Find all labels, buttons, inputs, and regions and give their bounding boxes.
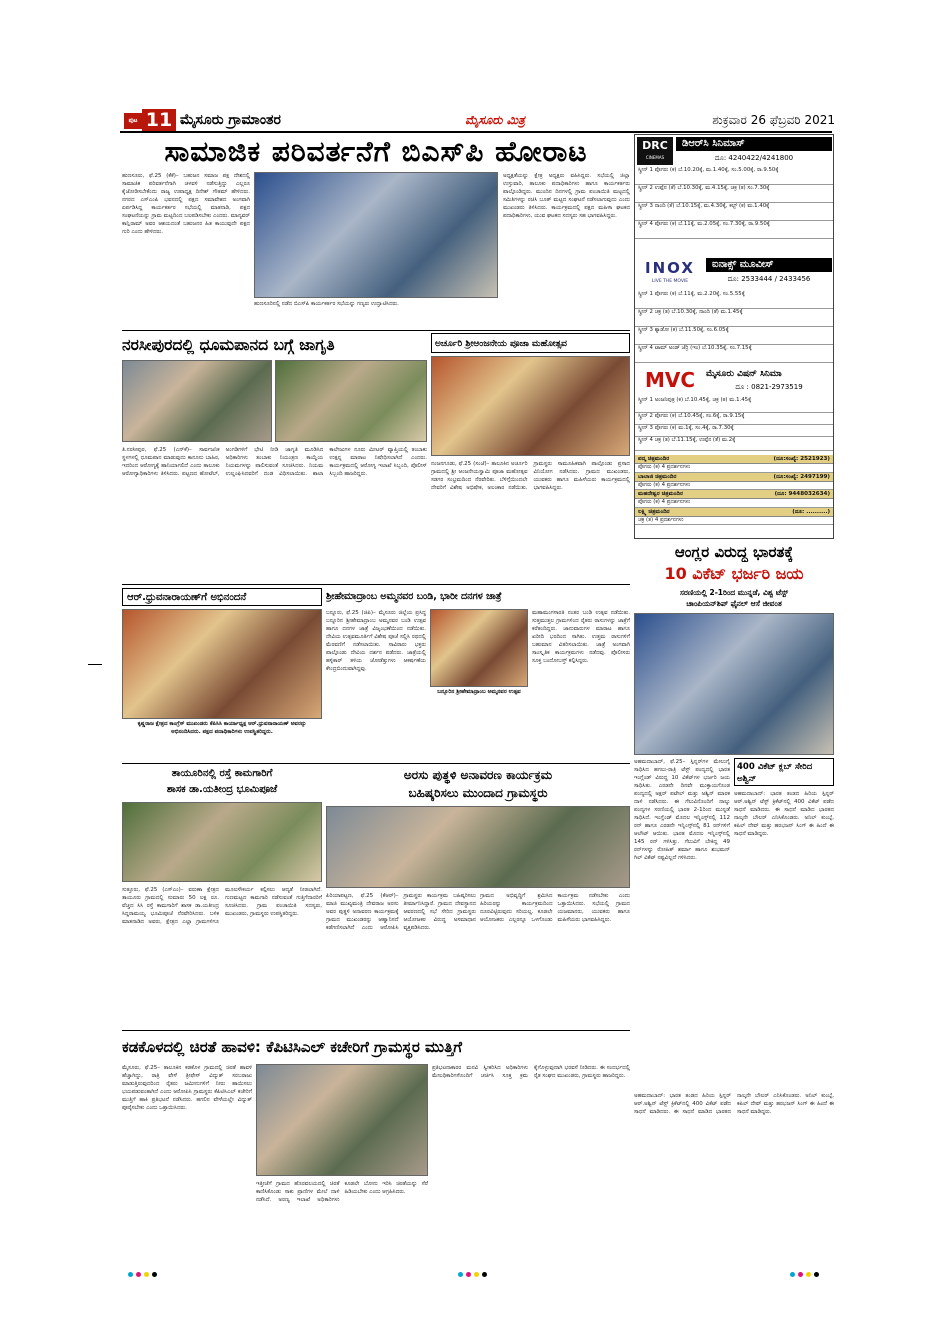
mvc-screen-row: ಸ್ಕ್ರೀನ್ 1 ಅಂಜನಿಪುತ್ರ (ಕ) ಬೆ.10.45ಕ್ಕೆ, ಚಕ್ರ (ತ) ಮ.1.45ಕ್ಕೆ xyxy=(635,397,833,413)
cart-body-left: ಬನ್ನೂರು, ಫೆ.25 (ಜಿಪಿ)– ಮೈಸೂರು ಜಿಲ್ಲೆಯ ಪ್ರಸಿದ್ಧ ಬನ್ನೂರಿನ ಶ್ರೀಹೇಮಾದ್ರಾಂಬ ಅಮ್ಮನವರ ಬಂಡಿ ಉತ್ಸವ ಹಾಗೂ ದನಗಳ ಜಾತ್ರೆ ವಿಜೃಂಭಣೆಯಿಂದ ನಡೆಯಿತು. ದೇವಿಯ ಉತ್ಸವಮೂರ್ತಿಗೆ ವಿಶೇಷ ಪೂಜೆ ಸಲ್ಲಿಸಿ ರಥದಲ್ಲಿ ಮೆರವಣಿಗೆ ನಡೆಸಲಾಯಿತು. ಸಾವಿರಾರು ಭಕ್ತರು ಪಾಲ್ಗೊಂಡು ದೇವಿಯ ದರ್ಶನ ಪಡೆದರು. ಜಾತ್ರೆಯಲ್ಲಿ ಹಳ್ಳಿಕಾರ್ ತಳಿಯ ಜೋಡೆತ್ತುಗಳು ಆಕರ್ಷಣೆಯ ಕೇಂದ್ರಬಿಂದುವಾಗಿದ್ದವು. xyxy=(326,610,426,672)
drc-screen-row: ಸ್ಕ್ರೀನ್ 1 ಪೊಗರು (ಕ) ಬೆ.10.20ಕ್ಕೆ, ಮ.1.40ಕ್ಕೆ, ಸಂ.5.00ಕ್ಕೆ, ರಾ.9.50ಕ್ಕೆ xyxy=(635,167,833,185)
venue-mahadeshwara xyxy=(635,490,833,499)
statue-body-left: ಪಿರಿಯಾಪಟ್ಟಣ, ಫೆ.25 (ಕೆಆರ್)– ಮಾಜಿ ಮುಖ್ಯಮಂತ್ರಿ ದೇವರಾಜ ಅರಸು ಅವರ ಪುತ್ಥಳಿ ಅನಾವರಣ ಕಾರ್ಯಕ್ರಮಕ್ಕೆ ಗ್ರಾಮದ ಮುಖಂಡರನ್ನು ಆಹ್ವಾನಿಸದೆ ಕಡೆಗಣಿಸಲಾಗಿದೆ ಎಂದು ಆರೋಪಿಸಿ ಗ್ರಾಮಸ್ಥರು ಕಾರ್ಯಕ್ರಮ ಬಹಿಷ್ಕರಿಸಲು ತೀರ್ಮಾನಿಸಿದ್ದಾರೆ. ಗ್ರಾಮದ ದೇವಸ್ಥಾನದ ಆವರಣದಲ್ಲಿ ಸಭೆ ಸೇರಿದ ಗ್ರಾಮಸ್ಥರು ಆಯೋಜಕರ ವಿರುದ್ಧ ಅಸಮಾಧಾನ ವ್ಯಕ್ತಪಡಿಸಿದರು. xyxy=(326,893,476,931)
cricket-sub-body: ಅಹಮದಾಬಾದ್: ಭಾರತ ತಂಡದ ಹಿರಿಯ ಸ್ಪಿನ್ನರ್ ಆರ್.ಅಶ್ವಿನ್ ಟೆಸ್ಟ್ ಕ್ರಿಕೆಟ್‌ನಲ್ಲಿ 400 ವಿಕೆಟ್ ಪಡೆದ ಸಾಧನೆ ಮಾಡಿದರು. ಈ ಸಾಧನೆ ಮಾಡಿದ ಭಾರತದ ನಾಲ್ಕನೇ ಬೌಲರ್ ಎನಿಸಿಕೊಂಡರು. ಅನಿಲ್ ಕುಂಬ್ಳೆ, ಕಪಿಲ್ ದೇವ್ ಮತ್ತು ಹರಭಜನ್ ಸಿಂಗ್ ಈ ಹಿಂದೆ ಈ ಸಾಧನೆ ಮಾಡಿದ್ದರು. xyxy=(734,791,834,837)
mvc-logo: MVC xyxy=(644,368,696,392)
cricket-headline-2: 10 ವಿಕೆಟ್ ಭರ್ಜರಿ ಜಯ xyxy=(664,564,804,583)
inox-showtimes xyxy=(635,291,833,363)
drc-name: ಡಿಆರ್‌ಸಿ ಸಿನಿಮಾಸ್ xyxy=(676,137,832,151)
fold-mark xyxy=(88,664,102,665)
issue-date: ಶುಕ್ರವಾರ 26 ಫೆಬ್ರವರಿ 2021 xyxy=(712,113,835,127)
lead-headline: ಸಾಮಾಜಿಕ ಪರಿವರ್ತನೆಗೆ ಬಿಎಸ್‌ಪಿ ಹೋರಾಟ xyxy=(164,135,588,168)
puja-photo xyxy=(431,356,630,456)
cyan-dot xyxy=(128,1272,133,1277)
cyan-dot xyxy=(790,1272,795,1277)
black-dot xyxy=(152,1272,157,1277)
mvc-screen-row: ಸ್ಕ್ರೀನ್ 2 ಪೊಗರು (ಕ) ಬೆ.10.45ಕ್ಕೆ, ಸಂ.6ಕ್ಕೆ, ರಾ.9.15ಕ್ಕೆ xyxy=(635,413,833,425)
inox-logo xyxy=(637,258,703,288)
puja-body: ನಂಜನಗೂಡು, ಫೆ.25 (ಸಂಜೆ)– ತಾಲೂಕಿನ ಅರ್ಚೂರಿ ಗ್ರಾಮದಲ್ಲಿ ಶ್ರೀ ಆಂಜನೇಯಸ್ವಾಮಿ ಪೂಜಾ ಮಹೋತ್ಸವ ಸಡಗರ ಸಂಭ್ರಮದಿಂದ ನೆರವೇರಿತು. ಬೆಳಿಗ್ಗೆಯಿಂದಲೇ ದೇವರಿಗೆ ವಿಶೇಷ ಅಭಿಷೇಕ, ಅಲಂಕಾರ ನಡೆಯಿತು. ಗ್ರಾಮಸ್ಥರು ಸಾಮೂಹಿಕವಾಗಿ ಪಾಲ್ಗೊಂಡು ಪ್ರಸಾದ ವಿನಿಯೋಗ ನಡೆಸಿದರು. ಗ್ರಾಮದ ಮುಖಂಡರು, ಯುವಕರು ಹಾಗೂ ಮಹಿಳೆಯರು ಕಾರ್ಯಕ್ರಮದಲ್ಲಿ ಭಾಗವಹಿಸಿದ್ದರು. xyxy=(431,461,630,491)
venue-show: ಪೊಗರು (ಕ) 4 ಪ್ರದರ್ಶನಗಳು xyxy=(635,464,833,473)
lead-photo-caption: ಹುಣಸೂರಿನಲ್ಲಿ ನಡೆದ ಬಿಎಸ್‌ಪಿ ಕಾರ್ಯಕರ್ತರ ಸಭೆಯನ್ನು ಗಣ್ಯರು ಉದ್ಘಾಟಿಸಿದರು. xyxy=(254,301,399,307)
inox-screen-row: ಸ್ಕ್ರೀನ್ 3 ಶ್ಯಾಡೋ (ಕ) ಬೆ.11.50ಕ್ಕೆ, ಸಂ.6.05ಕ್ಕೆ xyxy=(635,327,833,345)
cart-rule xyxy=(122,763,630,764)
lead-body-left: ಹುಣಸೂರು, ಫೆ.25 (ಕೆಕೆ)– ಬಹುಜನ ಸಮಾಜ ಪಕ್ಷ ದೇಶದಲ್ಲಿ ಸಾಮಾಜಿಕ ಪರಿವರ್ತನೆಗಾಗಿ ಚಳವಳಿ ನಡೆಸುತ್ತಿದ್ದು ಎಲ್ಲರೂ ಕೈಜೋಡಿಸಬೇಕೆಂದು ರಾಜ್ಯ ಉಪಾಧ್ಯಕ್ಷ ದಿನೇಶ್ ಗೌತಮ್ ಹೇಳಿದರು. ನಗರದ ಎಸ್‌ಎಂಪಿ ಭವನದಲ್ಲಿ ಪಕ್ಷದ ಸಮಾವೇಶದ ಅಂಗವಾಗಿ ಏರ್ಪಡಿಸಿದ್ದ ಕಾರ್ಯಕರ್ತರ ಸಭೆಯಲ್ಲಿ ಮಾತನಾಡಿ, ಪಕ್ಷದ ಸಂಘಟನೆಯನ್ನು ಗ್ರಾಮ ಮಟ್ಟದಿಂದ ಬಲಪಡಿಸಬೇಕು ಎಂದರು. ಮಾನ್ಯವರ್ ಕಾನ್ಷಿರಾಮ್ ಅವರ ಆಶಯದಂತೆ ಬಹುಜನರ ಹಿತ ಕಾಯುವುದೇ ಪಕ್ಷದ ಗುರಿ ಎಂದು ಹೇಳಿದರು. xyxy=(122,173,250,235)
venue-name: ಲಕ್ಷ್ಮಿ ಚಿತ್ರಮಂದಿರ xyxy=(638,508,670,515)
road-headline-1: ತಾಯೂರಿನಲ್ಲಿ ರಸ್ತೆ ಕಾಮಗಾರಿಗೆ xyxy=(171,768,273,779)
section-title: ಮೈಸೂರು ಗ್ರಾಮಾಂತರ xyxy=(180,112,281,128)
registration-marks-center xyxy=(458,1262,490,1268)
statue-headline-1: ಅರಸು ಪುತ್ಥಳಿ ಅನಾವರಣ ಕಾರ್ಯಕ್ರಮ xyxy=(403,768,553,782)
cricket-body: ಅಹಮದಾಬಾದ್, ಫೆ.25– ಸ್ಪಿನ್ನರ್‌ಗಳ ಮೇಲುಗೈ ಸಾಧಿಸಿದ ಹಗಲು-ರಾತ್ರಿ ಟೆಸ್ಟ್ ಪಂದ್ಯದಲ್ಲಿ ಭಾರತ ಇಂಗ್ಲೆಂಡ್ ವಿರುದ್ಧ 10 ವಿಕೆಟ್‌ಗಳ ಭರ್ಜರಿ ಜಯ ಸಾಧಿಸಿತು. ಎರಡನೇ ದಿನವೇ ಮುಕ್ತಾಯಗೊಂಡ ಪಂದ್ಯದಲ್ಲಿ ಅಕ್ಷರ್ ಪಟೇಲ್ ಮತ್ತು ಅಶ್ವಿನ್ ಮಾರಕ ದಾಳಿ ನಡೆಸಿದರು. ಈ ಗೆಲುವಿನೊಂದಿಗೆ ನಾಲ್ಕು ಪಂದ್ಯಗಳ ಸರಣಿಯಲ್ಲಿ ಭಾರತ 2-1ರಿಂದ ಮುನ್ನಡೆ ಸಾಧಿಸಿದೆ. ಇಂಗ್ಲೆಂಡ್ ಮೊದಲ ಇನ್ನಿಂಗ್ಸ್‌ನಲ್ಲಿ 112 ರನ್ ಹಾಗೂ ಎರಡನೇ ಇನ್ನಿಂಗ್ಸ್‌ನಲ್ಲಿ 81 ರನ್‌ಗಳಿಗೆ ಆಲೌಟ್ ಆಯಿತು. ಭಾರತ ಮೊದಲ ಇನ್ನಿಂಗ್ಸ್‌ನಲ್ಲಿ 145 ರನ್ ಗಳಿಸಿತ್ತು. ಗೆಲುವಿಗೆ ಬೇಕಿದ್ದ 49 ರನ್‌ಗಳನ್ನು ರೋಹಿತ್ ಶರ್ಮಾ ಹಾಗೂ ಶುಭಮನ್ ಗಿಲ್ ವಿಕೆಟ್ ನಷ್ಟವಿಲ್ಲದೆ ಗಳಿಸಿದರು. xyxy=(634,759,730,861)
inox-name: ಐನಾಕ್ಸ್ ಮೂವೀಸ್ xyxy=(706,258,832,272)
venue-name: ಬಾಲಾಜಿ ಚಿತ್ರಮಂದಿರ xyxy=(638,473,677,480)
cricket-sub-headline: 400 ವಿಕೆಟ್ ಕ್ಲಬ್ ಸೇರಿದ ಅಶ್ವಿನ್ xyxy=(734,758,834,786)
cart-headline: ಶ್ರೀಹೇಮಾದ್ರಾಂಬ ಅಮ್ಮನವರ ಬಂಡಿ, ಭಾರೀ ದನಗಳ ಜಾತ್ರೆ xyxy=(326,591,502,602)
mvc-showtimes xyxy=(635,397,833,451)
statue-body-right: ಗ್ರಾಮದ ಅಭಿವೃದ್ಧಿಗೆ ಶ್ರಮಿಸಿದ ಹಿರಿಯರನ್ನು ಕಾರ್ಯಕ್ರಮದಿಂದ ದೂರವಿಟ್ಟಿರುವುದು ಸರಿಯಲ್ಲ. ಕೂಡಲೇ ಆಯೋಜಕರು ಎಲ್ಲರನ್ನೂ ಒಳಗೊಂಡು ಕಾರ್ಯಕ್ರಮ ನಡೆಸಬೇಕು ಎಂದು ಒತ್ತಾಯಿಸಿದರು. ಸಭೆಯಲ್ಲಿ ಗ್ರಾಮದ ಯಜಮಾನರು, ಯುವಕರು ಹಾಗೂ ಮಹಿಳೆಯರು ಭಾಗವಹಿಸಿದ್ದರು. xyxy=(480,893,630,923)
drc-screen-row: ಸ್ಕ್ರೀನ್ 3 ನಾಂದಿ (ತೆ) ಬೆ.10.15ಕ್ಕೆ, ಮ.4.30ಕ್ಕೆ, ಕಲ್ಟ್ (ಕ) ಮ.1.40ಕ್ಕೆ xyxy=(635,203,833,221)
venue-phone: (ದೂ:ಸಂಖ್ಯೆ: 2497199) xyxy=(773,473,830,480)
drc-logo-text: DRC xyxy=(642,139,668,152)
inox-screen-row: ಸ್ಕ್ರೀನ್ 4 ಟಾಮ್ ಅಂಡ್ ಜೆರ್ರಿ (ಇಂ) ಬೆ.10.35ಕ್ಕೆ, ಸಂ.7.15ಕ್ಕೆ xyxy=(635,345,833,363)
puja-headline: ಅರ್ಚೂರಿ ಶ್ರೀಆಂಜನೇಯ ಪೂಜಾ ಮಹೋತ್ಸವ xyxy=(431,333,630,353)
venue-phone: (ದೂ:ಸಂಖ್ಯೆ: 2521923) xyxy=(773,456,830,462)
drc-showtimes xyxy=(635,167,833,239)
cricket-body-continued: ಅಹಮದಾಬಾದ್: ಭಾರತ ತಂಡದ ಹಿರಿಯ ಸ್ಪಿನ್ನರ್ ಆರ್.ಅಶ್ವಿನ್ ಟೆಸ್ಟ್ ಕ್ರಿಕೆಟ್‌ನಲ್ಲಿ 400 ವಿಕೆಟ್ ಪಡೆದ ಸಾಧನೆ ಮಾಡಿದರು. ಈ ಸಾಧನೆ ಮಾಡಿದ ಭಾರತದ ನಾಲ್ಕನೇ ಬೌಲರ್ ಎನಿಸಿಕೊಂಡರು. ಅನಿಲ್ ಕುಂಬ್ಳೆ, ಕಪಿಲ್ ದೇವ್ ಮತ್ತು ಹರಭಜನ್ ಸಿಂಗ್ ಈ ಹಿಂದೆ ಈ ಸಾಧನೆ ಮಾಡಿದ್ದರು. xyxy=(634,1093,834,1115)
cricket-subhead-2: ಚಾಂಪಿಯನ್‌ಶಿಪ್ ಫೈನಲ್ ಆಸೆ ಜೀವಂತ xyxy=(686,599,782,608)
mvc-phone: ದೂ : 0821-2973519 xyxy=(735,383,803,391)
lead-body-right: ಅಧ್ಯಕ್ಷತೆಯನ್ನು ಕ್ಷೇತ್ರ ಅಧ್ಯಕ್ಷರು ವಹಿಸಿದ್ದರು. ಸಭೆಯಲ್ಲಿ ಜಿಲ್ಲಾ ಉಸ್ತುವಾರಿ, ತಾಲೂಕು ಪದಾಧಿಕಾರಿಗಳು ಹಾಗೂ ಕಾರ್ಯಕರ್ತರು ಪಾಲ್ಗೊಂಡಿದ್ದರು. ಮುಂದಿನ ದಿನಗಳಲ್ಲಿ ಗ್ರಾಮ ಪಂಚಾಯಿತಿ ಮಟ್ಟದಲ್ಲಿ ಸಮಿತಿಗಳನ್ನು ರಚಿಸಿ ಬೂತ್ ಮಟ್ಟದ ಸಂಘಟನೆ ನಡೆಸಲಾಗುವುದು ಎಂದು ಮುಖಂಡರು ತಿಳಿಸಿದರು. ಕಾರ್ಯಕ್ರಮದಲ್ಲಿ ಪಕ್ಷದ ಮಹಿಳಾ ಘಟಕದ ಪದಾಧಿಕಾರಿಗಳು, ಯುವ ಘಟಕದ ಸದಸ್ಯರು ಸಹ ಭಾಗವಹಿಸಿದ್ದರು. xyxy=(503,173,630,219)
venue-show: ಪೊಗರು (ಕ) 4 ಪ್ರದರ್ಶನಗಳು xyxy=(635,499,833,508)
leopard-body-left: ಮೈಸೂರು, ಫೆ.25– ತಾಲೂಕಿನ ಕಡಕೊಳ ಗ್ರಾಮದಲ್ಲಿ ಚಿರತೆ ಹಾವಳಿ ಹೆಚ್ಚಾಗಿದ್ದು, ರಾತ್ರಿ ವೇಳೆ ತ್ರೀಫೇಸ್ ವಿದ್ಯುತ್ ಸರಬರಾಜು ಮಾಡುತ್ತಿರುವುದರಿಂದ ರೈತರು ಜಮೀನುಗಳಿಗೆ ನೀರು ಹಾಯಿಸಲು ಭಯಪಡುವಂತಾಗಿದೆ ಎಂದು ಆರೋಪಿಸಿ ಗ್ರಾಮಸ್ಥರು ಕೆಪಿಟಿಸಿಎಲ್ ಕಚೇರಿಗೆ ಮುತ್ತಿಗೆ ಹಾಕಿ ಪ್ರತಿಭಟನೆ ನಡೆಸಿದರು. ಹಗಲಿನ ವೇಳೆಯಲ್ಲೇ ವಿದ್ಯುತ್ ಪೂರೈಸಬೇಕು ಎಂದು ಒತ್ತಾಯಿಸಿದರು. xyxy=(122,1065,252,1111)
magenta-dot xyxy=(136,1272,141,1277)
drc-logo-sub: CINEMAS xyxy=(645,155,665,160)
statue-rule xyxy=(122,1030,630,1031)
yellow-dot xyxy=(806,1272,811,1277)
masthead-rule xyxy=(120,131,832,133)
statue-photo xyxy=(326,806,630,888)
cricket-photo xyxy=(634,613,834,755)
venue-show: ಪೊಗರು (ಕ) 4 ಪ್ರದರ್ಶನಗಳು xyxy=(635,482,833,491)
smoking-photo xyxy=(122,360,272,442)
drc-phone: ದೂ: 4240422/4241800 xyxy=(714,154,794,162)
road-headline-2: ಶಾಸಕ ಡಾ.ಯತೀಂದ್ರ ಭೂಮಿಪೂಜೆ xyxy=(166,784,278,795)
leopard-headline: ಕಡಕೊಳದಲ್ಲಿ ಚಿರತೆ ಹಾವಳಿ: ಕೆಪಿಟಿಸಿಎಲ್ ಕಚೇರಿಗೆ ಗ್ರಾಮಸ್ಥರ ಮುತ್ತಿಗೆ xyxy=(122,1038,463,1056)
smoking-body: ತಿ.ನರಸೀಪುರ, ಫೆ.25 (ಎನ್‌ಕೆ)– ಸಾರ್ವಜನಿಕ ಸ್ಥಳಗಳಲ್ಲಿ ಧೂಮಪಾನ ಮಾಡುವುದು ಕಾನೂನು ಬಾಹಿರ, ಇದರಿಂದ ಆರೋಗ್ಯಕ್ಕೆ ಹಾನಿಯಾಗಲಿದೆ ಎಂದು ತಾಲೂಕು ಆರೋಗ್ಯಾಧಿಕಾರಿಗಳು ತಿಳಿಸಿದರು. ಪಟ್ಟಣದ ಹೋಟೆಲ್, ಅಂಗಡಿಗಳಿಗೆ ಭೇಟಿ ನೀಡಿ ಜಾಗೃತಿ ಮೂಡಿಸಿದ ಅಧಿಕಾರಿಗಳು ತಂಬಾಕು ನಿಯಂತ್ರಣ ಕಾಯ್ದೆಯ ನಿಯಮಗಳನ್ನು ಪಾಲಿಸುವಂತೆ ಸೂಚಿಸಿದರು. ನಿಯಮ ಉಲ್ಲಂಘಿಸಿದವರಿಗೆ ದಂಡ ವಿಧಿಸಲಾಯಿತು. ಶಾಲಾ ಕಾಲೇಜುಗಳ ನೂರು ಮೀಟರ್ ವ್ಯಾಪ್ತಿಯಲ್ಲಿ ತಂಬಾಕು ಉತ್ಪನ್ನ ಮಾರಾಟ ನಿಷೇಧಿಸಲಾಗಿದೆ ಎಂದರು. ಕಾರ್ಯಕ್ರಮದಲ್ಲಿ ಆರೋಗ್ಯ ಇಲಾಖೆ ಸಿಬ್ಬಂದಿ, ಪೊಲೀಸ್ ಸಿಬ್ಬಂದಿ ಹಾಜರಿದ್ದರು. xyxy=(122,447,427,477)
leopard-body-mid: ಇತ್ತೀಚೆಗೆ ಗ್ರಾಮದ ಹೊರವಲಯದಲ್ಲಿ ಚಿರತೆ ಕಾಣಿಸಿಕೊಂಡು ಸಾಕು ಪ್ರಾಣಿಗಳ ಮೇಲೆ ದಾಳಿ ನಡೆಸಿದೆ. ಅರಣ್ಯ ಇಲಾಖೆ ಅಧಿಕಾರಿಗಳು ಕೂಡಲೇ ಬೋನು ಇರಿಸಿ ಚಿರತೆಯನ್ನು ಸೆರೆ ಹಿಡಿಯಬೇಕು ಎಂದು ಆಗ್ರಹಿಸಿದರು. xyxy=(256,1181,428,1203)
dhruva-caption: ಕೃಷ್ಣರಾಜ ಕ್ಷೇತ್ರದ ಕಾಂಗ್ರೆಸ್ ಮುಖಂಡರು ಕೆಪಿಸಿಸಿ ಕಾರ್ಯಾಧ್ಯಕ್ಷ ಆರ್.ಧ್ರುವನಾರಾಯಣ್ ಅವರನ್ನು ಅಭಿನಂದಿಸಿದರು. ಪಕ್ಷದ ಪದಾಧಿಕಾರಿಗಳು ಉಪಸ್ಥಿತರಿದ್ದರು. xyxy=(137,721,307,735)
road-body: ಸುತ್ತೂರು, ಫೆ.25 (ಎಸ್‌ಎಂ)– ವರುಣಾ ಕ್ಷೇತ್ರದ ತಾಯೂರು ಗ್ರಾಮದಲ್ಲಿ ಸುಮಾರು 50 ಲಕ್ಷ ರೂ. ವೆಚ್ಚದ ಸಿಸಿ ರಸ್ತೆ ಕಾಮಗಾರಿಗೆ ಶಾಸಕ ಡಾ.ಯತೀಂದ್ರ ಸಿದ್ದರಾಮಯ್ಯ ಭೂಮಿಪೂಜೆ ನೆರವೇರಿಸಿದರು. ಬಳಿಕ ಮಾತನಾಡಿದ ಅವರು, ಕ್ಷೇತ್ರದ ಎಲ್ಲಾ ಗ್ರಾಮಗಳಿಗೂ ಮೂಲಸೌಕರ್ಯ ಕಲ್ಪಿಸಲು ಆದ್ಯತೆ ನೀಡಲಾಗಿದೆ. ಗುಣಮಟ್ಟದ ಕಾಮಗಾರಿ ನಡೆಸುವಂತೆ ಗುತ್ತಿಗೆದಾರರಿಗೆ ಸೂಚಿಸಿದರು. ಗ್ರಾಮ ಪಂಚಾಯಿತಿ ಸದಸ್ಯರು, ಮುಖಂಡರು, ಗ್ರಾಮಸ್ಥರು ಉಪಸ್ಥಿತರಿದ್ದರು. xyxy=(122,887,322,925)
inox-logo-text: INOX xyxy=(645,259,695,277)
drc-screen-row: ಸ್ಕ್ರೀನ್ 4 ಪೊಗರು (ಕ) ಬೆ.11ಕ್ಕೆ, ಮ.2.05ಕ್ಕೆ, ಸಂ.7.30ಕ್ಕೆ, ರಾ.9.50ಕ್ಕೆ xyxy=(635,221,833,239)
dhruva-photo xyxy=(122,609,322,719)
magenta-dot xyxy=(798,1272,803,1277)
yellow-dot xyxy=(474,1272,479,1277)
drc-screen-row: ಸ್ಕ್ರೀನ್ 2 ಉಪ್ಪೆನ (ತೆ) ಬೆ.10.30ಕ್ಕೆ, ಮ.4.15ಕ್ಕೆ, ಚಕ್ರ (ತ) ಸಂ.7.30ಕ್ಕೆ xyxy=(635,185,833,203)
leopard-body-right: ಪ್ರತಿಭಟನಾಕಾರರ ಮನವಿ ಸ್ವೀಕರಿಸಿದ ಅಧಿಕಾರಿಗಳು ಮೇಲಧಿಕಾರಿಗಳೊಂದಿಗೆ ಚರ್ಚಿಸಿ ಸೂಕ್ತ ಕ್ರಮ ಕೈಗೊಳ್ಳುವುದಾಗಿ ಭರವಸೆ ನೀಡಿದರು. ಈ ಸಂದರ್ಭದಲ್ಲಿ ರೈತ ಸಂಘದ ಮುಖಂಡರು, ಗ್ರಾಮಸ್ಥರು ಹಾಜರಿದ್ದರು. xyxy=(432,1065,630,1079)
venue-lakshmi xyxy=(635,508,833,517)
cricket-headline-1: ಆಂಗ್ಲರ ವಿರುದ್ಧ ಭಾರತಕ್ಕೆ xyxy=(674,543,794,561)
venue-balaji xyxy=(635,473,833,482)
page-label: ಪುಟ xyxy=(124,113,142,129)
mvc-screen-row: ಸ್ಕ್ರೀನ್ 4 ಚಕ್ರ (ತ) ಬೆ.11.15ಕ್ಕೆ, ಉಪ್ಪೆನ (ತೆ) ಮ.2ಕ್ಕೆ xyxy=(635,437,833,451)
magenta-dot xyxy=(466,1272,471,1277)
lead-photo xyxy=(254,172,498,298)
local-theatres xyxy=(635,455,833,525)
venue-name: ಪದ್ಮ ಚಿತ್ರಮಂದಿರ xyxy=(638,456,670,462)
mvc-name: ಮೈಸೂರು ವಿಷನ್ ಸಿನಿಮಾ xyxy=(706,369,782,379)
mid-rule xyxy=(122,584,630,585)
yellow-dot xyxy=(144,1272,149,1277)
smoking-photo-2 xyxy=(275,360,427,442)
black-dot xyxy=(814,1272,819,1277)
venue-name: ಮಹದೇಶ್ವರ ಚಿತ್ರಮಂದಿರ xyxy=(638,491,683,498)
cyan-dot xyxy=(458,1272,463,1277)
dhruva-headline: ಆರ್.ಧ್ರುವನಾರಾಯಣ್‌ಗೆ ಅಭಿನಂದನೆ xyxy=(122,588,322,606)
page-number: 11 xyxy=(142,109,176,131)
smoking-headline: ನರಸೀಪುರದಲ್ಲಿ ಧೂಮಪಾನದ ಬಗ್ಗೆ ಜಾಗೃತಿ xyxy=(122,336,335,354)
road-photo xyxy=(122,802,322,882)
mvc-screen-row: ಸ್ಕ್ರೀನ್ 3 ಪೊಗರು (ಕ) ಮ.1ಕ್ಕೆ, ಸಂ.4ಕ್ಕೆ, ರಾ.7.30ಕ್ಕೆ xyxy=(635,425,833,437)
venue-phone: (ದೂ: 9448032634) xyxy=(774,491,830,498)
inox-screen-row: ಸ್ಕ್ರೀನ್ 1 ಪೊಗರು (ಕ) ಬೆ.11ಕ್ಕೆ, ಮ.2.20ಕ್ಕೆ, ಸಂ.5.55ಕ್ಕೆ xyxy=(635,291,833,309)
inox-logo-sub: LIVE THE MOVIE xyxy=(651,279,689,284)
registration-marks-right xyxy=(790,1262,822,1268)
venue-padma xyxy=(635,455,833,464)
cart-body-right: ಮಹಾಮಂಗಳಾರತಿ ನಂತರ ಬಂಡಿ ಉತ್ಸವ ನಡೆಯಿತು. ಸುತ್ತಮುತ್ತಲ ಗ್ರಾಮಗಳಿಂದ ರೈತರು ರಾಸುಗಳನ್ನು ಜಾತ್ರೆಗೆ ಕರೆತಂದಿದ್ದರು. ಜಾನುವಾರುಗಳ ಮಾರಾಟ ಹಾಗೂ ಖರೀದಿ ಭರದಿಂದ ಸಾಗಿತು. ಉತ್ತಮ ರಾಸುಗಳಿಗೆ ಬಹುಮಾನ ವಿತರಿಸಲಾಯಿತು. ಜಾತ್ರೆ ಅಂಗವಾಗಿ ಸಾಂಸ್ಕೃತಿಕ ಕಾರ್ಯಕ್ರಮಗಳು ನಡೆದವು. ಪೊಲೀಸರು ಸೂಕ್ತ ಬಂದೋಬಸ್ತ್ ಕಲ್ಪಿಸಿದ್ದರು. xyxy=(532,610,630,664)
paper-name: ಮೈಸೂರು ಮಿತ್ರ xyxy=(465,113,525,127)
drc-logo xyxy=(637,137,673,165)
cart-photo-caption: ಬನ್ನೂರಿನ ಶ್ರೀಹೇಮಾದ್ರಾಂಬ ಅಮ್ಮನವರ ಉತ್ಸವ xyxy=(437,689,521,695)
inox-screen-row: ಸ್ಕ್ರೀನ್ 2 ಚಕ್ರ (ತ) ಬೆ.10.30ಕ್ಕೆ, ನಾಂದಿ (ತೆ) ಮ.1.45ಕ್ಕೆ xyxy=(635,309,833,327)
black-dot xyxy=(482,1272,487,1277)
venue-show: ಚಕ್ರ (ತ) 4 ಪ್ರದರ್ಶನಗಳು xyxy=(635,517,833,526)
venue-phone: (ದೂ: ..........) xyxy=(792,508,830,515)
leopard-photo xyxy=(256,1064,428,1176)
lead-rule xyxy=(122,330,630,331)
inox-phone: ದೂ: 2533444 / 2433456 xyxy=(727,275,811,283)
cricket-subhead-1: ಸರಣಿಯಲ್ಲಿ 2-1ರಿಂದ ಮುನ್ನಡೆ, ವಿಶ್ವ ಟೆಸ್ಟ್ xyxy=(679,588,789,597)
registration-marks-left xyxy=(128,1262,160,1268)
statue-headline-2: ಬಹಿಷ್ಕರಿಸಲು ಮುಂದಾದ ಗ್ರಾಮಸ್ಥರು xyxy=(408,786,548,800)
cart-photo xyxy=(430,609,528,687)
